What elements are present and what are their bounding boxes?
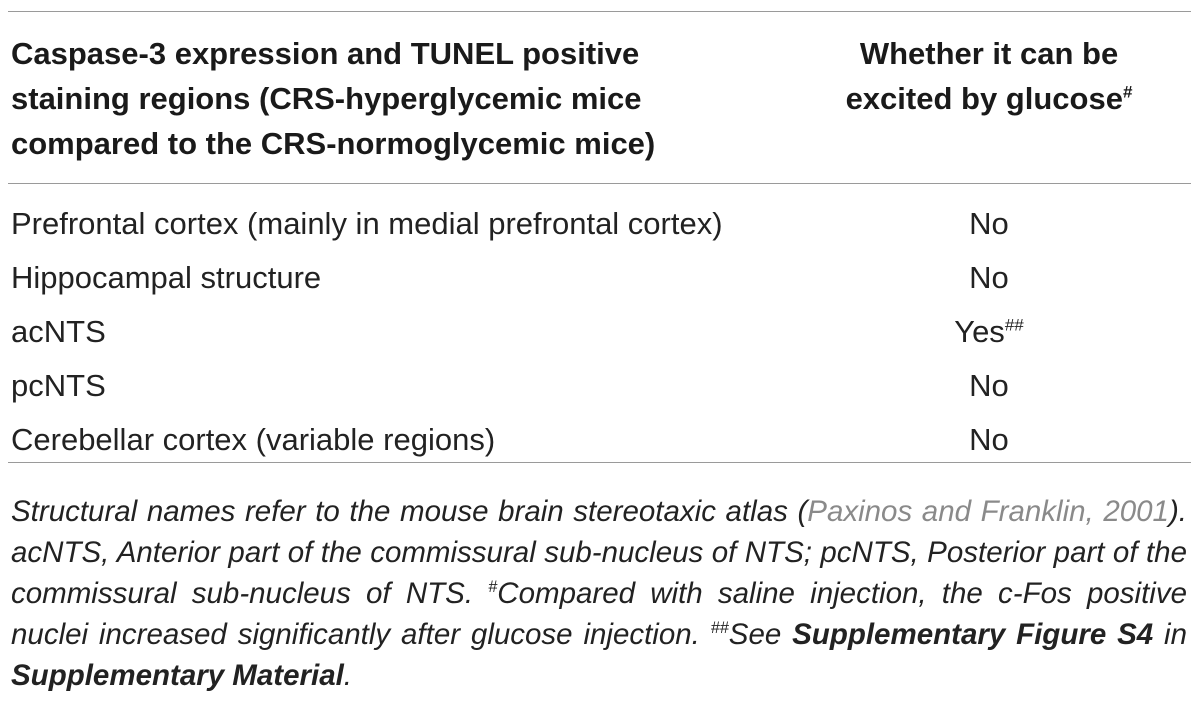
glucose-value — [760, 413, 1200, 467]
header-regions-line-2: staining regions (CRS-hyperglycemic mice — [11, 81, 642, 116]
supplementary-figure-link[interactable]: Supplementary Figure S4 — [792, 618, 1154, 651]
header-regions — [11, 31, 771, 166]
header-glucose-line-1: Whether it can be — [859, 36, 1119, 71]
region-name: acNTS — [11, 314, 106, 349]
value-text: No — [969, 368, 1009, 403]
region-name: Hippocampal structure — [11, 260, 322, 295]
header-rule — [8, 183, 1191, 184]
glucose-value — [760, 305, 1200, 359]
header-glucose-line-2 — [760, 76, 1200, 121]
value-text: Yes — [954, 314, 1005, 349]
header-glucose — [760, 31, 1200, 121]
header-glucose-mark: # — [1122, 82, 1133, 102]
footnote-text-1: Structural names refer to the mouse brain stereotaxic atlas ( — [11, 495, 808, 528]
value-text: No — [969, 422, 1009, 457]
table-row — [0, 197, 1200, 251]
footnote-text-2: ). acNTS, Anterior part of the commissural sub-nucleus of NTS; pcNTS, Posterior part of the commissural sub-nucleus of NTS. — [11, 495, 1187, 610]
region-name: Prefrontal cortex (mainly in medial prefrontal cortex) — [11, 206, 723, 241]
table-bottom-rule — [8, 462, 1191, 463]
citation-link[interactable]: Paxinos and Franklin, 2001 — [807, 495, 1169, 528]
glucose-value — [760, 359, 1200, 413]
region-name: Cerebellar cortex (variable regions) — [11, 422, 496, 457]
footnote-mark-1: # — [488, 578, 498, 597]
region-name: pcNTS — [11, 368, 106, 403]
glucose-value — [760, 197, 1200, 251]
glucose-value — [760, 251, 1200, 305]
footnote-text-3: Compared with saline injection, the c-Fos positive nuclei increased significantly after glucose injection. — [11, 577, 1187, 651]
table-footnote — [11, 491, 1187, 696]
table-row — [0, 413, 1200, 467]
value-text: No — [969, 206, 1009, 241]
table-top-rule — [8, 11, 1191, 12]
table-row — [0, 359, 1200, 413]
supplementary-material-link[interactable]: Supplementary Material — [11, 659, 344, 692]
footnote-mark-2: ## — [710, 619, 729, 638]
header-regions-line-1: Caspase-3 expression and TUNEL positive — [11, 36, 640, 71]
footnote-text-4: See — [728, 618, 793, 651]
header-regions-line-3: compared to the CRS-normoglycemic mice) — [11, 126, 656, 161]
value-text: No — [969, 260, 1009, 295]
footnote-text-5: in — [1153, 618, 1187, 651]
value-mark: ## — [1004, 315, 1024, 335]
footnote-text-6: . — [343, 659, 352, 692]
table-row — [0, 251, 1200, 305]
table-row — [0, 305, 1200, 359]
header-glucose-text: excited by glucose — [845, 81, 1123, 116]
